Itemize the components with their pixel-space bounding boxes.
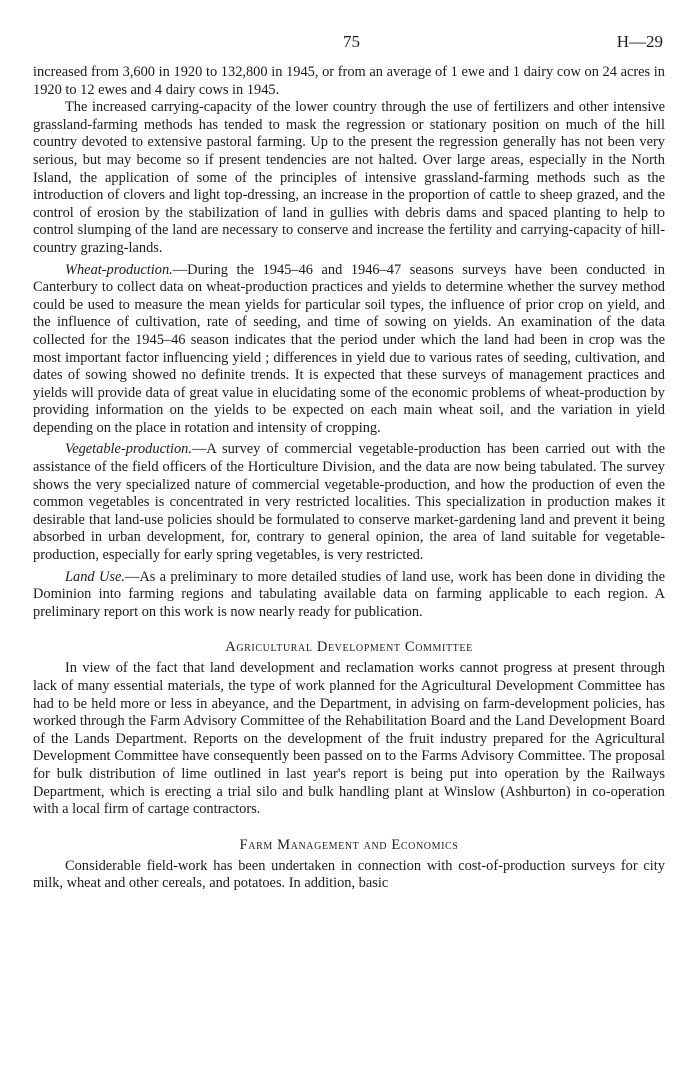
wheat-production-text: —During the 1945–46 and 1946–47 seasons surveys have been conducted in Canterbury to collect data on wheat-production practices and yields to determine whether the survey method could be used to measure the mean yields for particular soil types, the influence of prior crop on yield, and the influence of cultivation, rate of seeding, and time of sowing on yields. An examination of the data collected for the 1945–46 season indicates that the period under which the land had been in crop was the most important factor influencing yield ; differences in yield due to various rates of seeding, cultivation, and dates of sowing showed no definite trends. It is expected that these surveys of management practices and yields will provide data of great value in elucidating some of the economic problems of wheat-production by providing information on the yields to be expected on each main wheat soil, and the variation in yield depending on the place in rotation and intensity of cropping. xyxy=(33,261,665,436)
section-heading-farm-management: Farm Management and Economics xyxy=(239,836,459,853)
land-use-lead: Land Use. xyxy=(65,568,125,585)
paragraph-farm-management: Considerable field-work has been undertaken in connection with cost-of-production surveys for city milk, wheat and other cereals, and potatoes. In addition, basic xyxy=(33,857,665,892)
paragraph-land-use xyxy=(33,569,665,622)
section-heading-agricultural-development: Agricultural Development Committee xyxy=(225,639,473,656)
paragraph-carrying-capacity: The increased carrying-capacity of the lower country through the use of fertilizers and other intensive grassland-farming methods has tended to mask the regression or stationary position on much of the hill country devoted to extensive pastoral farming. Up to the present the regression generally has not been very serious, but may become so if present tendencies are not halted. Over large areas, especially in the North Island, the application of some of the principles of intensive grassland-farming methods such as the introduction of clovers and light top-dressing, an increase in the proportion of cattle to sheep grazed, and the control of erosion by the stabilization of land in gullies with debris dams and spaced planting to help to control slumping of the land are necessary to conserve and increase the fertility and carrying-capacity of hill-country grazing-lands. xyxy=(33,99,665,256)
document-reference: H—29 xyxy=(616,32,663,51)
document-page xyxy=(33,28,665,893)
paragraph-vegetable-production xyxy=(33,441,665,564)
page-number: 75 xyxy=(343,32,360,51)
paragraph-continuation: increased from 3,600 in 1920 to 132,800 in 1945, or from an average of 1 ewe and 1 dairy cow on 24 acres in 1920 to 12 ewes and 4 dairy cows in 1945. xyxy=(33,64,665,98)
paragraph-wheat-production xyxy=(33,262,665,438)
page-header xyxy=(33,28,665,64)
vegetable-production-lead: Vegetable-production. xyxy=(65,441,192,458)
vegetable-production-text: —A survey of commercial vegetable-production has been carried out with the assistance of the field officers of the Horticulture Division, and the data are now being tabulated. The survey shows the very specialized nature of commercial vegetable-production, and how the production of even the common vegetables is concentrated in very restricted localities. This specialization in production makes it desirable that land-use policies should be formulated to conserve market-gardening land and prevent it being absorbed in urban development, for, contrary to general opinion, the area of land suitable for vegetable-production, especially for early spring vegetables, is very restricted. xyxy=(33,441,665,564)
paragraph-agricultural-development: In view of the fact that land development and reclamation works cannot progress at present through lack of many essential materials, the type of work planned for the Agricultural Development Committee has had to be held more or less in abeyance, and the Department, in advising on farm-development policies, has worked through the Farm Advisory Committee of the Rehabilitation Board and the Land Development Board of the Lands Department. Reports on the development of the fruit industry prepared for the Agricultural Development Committee have consequently been passed on to the Farms Advisory Committee. The proposal for bulk distribution of lime outlined in last year's report is being put into operation by the Railways Department, which is erecting a trial silo and bulk handling plant at Winslow (Ashburton) in co-operation with a local firm of cartage contractors. xyxy=(33,660,665,818)
wheat-production-lead: Wheat-production. xyxy=(65,261,173,278)
land-use-text: —As a preliminary to more detailed studies of land use, work has been done in dividing the Dominion into farming regions and tabulating available data on farming applicable to each region. A preliminary report on this work is now nearly ready for publication. xyxy=(33,568,666,620)
